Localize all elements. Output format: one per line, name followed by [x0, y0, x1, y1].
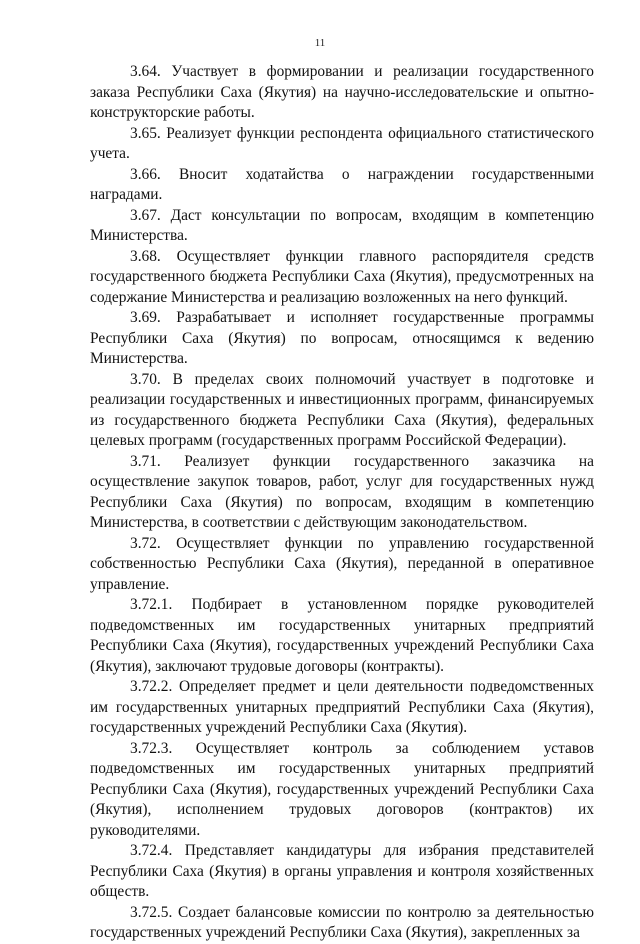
paragraph-3-69: 3.69. Разрабатывает и исполняет государственные программы Республики Саха (Якутия) по вопросам, относящимся к ведению Министерства. — [90, 309, 594, 367]
paragraph-3-72: 3.72. Осуществляет функции по управлению государственной собственностью Республики Саха (Якутия), переданной в оперативное управление. — [90, 534, 594, 593]
paragraph-3-68: 3.68. Осуществляет функции главного распорядителя средств государственного бюджета Республики Саха (Якутия), предусмотренных на содержание Министерства и реализацию возложенных на него функций. — [90, 247, 594, 306]
paragraph-3-64: 3.64. Участвует в формировании и реализации государственного заказа Республики Саха (Якутия) на научно-исследовательские и опытно-конструкторские работы. — [90, 63, 594, 121]
paragraph-3-70: 3.70. В пределах своих полномочий участвует в подготовке и реализации государственных и инвестиционных программ, финансируемых из государственного бюджета Республики Саха (Якутия), федеральных целевых программ (государственных программ Российской Федерации). — [90, 370, 594, 449]
paragraph-3-66: 3.66. Вносит ходатайства о награждении государственными наградами. — [90, 165, 594, 203]
paragraph-3-72-5: 3.72.5. Создает балансовые комиссии по контролю за деятельностью государственных учреждений Республики Саха (Якутия), закрепленных за — [90, 903, 594, 941]
paragraph-3-67: 3.67. Даст консультации по вопросам, входящим в компетенцию Министерства. — [90, 206, 594, 244]
paragraph-3-72-1: 3.72.1. Подбирает в установленном порядке руководителей подведомственных им государственных унитарных предприятий Республики Саха (Якутия), государственных учреждений Республики Саха (Якутия), заключают трудовые договоры (контракты). — [90, 596, 594, 675]
paragraph-3-71: 3.71. Реализует функции государственного заказчика на осуществление закупок товаров, работ, услуг для государственных нужд Республики Саха (Якутия) по вопросам, входящим в компетенцию Министерства, в соответствии с действующим законодательством. — [90, 452, 594, 531]
paragraph-3-72-4: 3.72.4. Представляет кандидатуры для избрания представителей Республики Саха (Якутия) в органы управления и контроля хозяйственных обществ. — [90, 842, 594, 900]
paragraph-3-65: 3.65. Реализует функции респондента официального статистического учета. — [90, 124, 594, 162]
paragraph-3-72-3: 3.72.3. Осуществляет контроль за соблюдением уставов подведомственных им государственных унитарных предприятий Республики Саха (Якутия), государственных учреждений Республики Саха (Якутия), исполнением трудовых договоров (контрактов) их руководителями. — [90, 739, 594, 839]
paragraph-3-72-2: 3.72.2. Определяет предмет и цели деятельности подведомственных им государственных унитарных предприятий Республики Саха (Якутия), государственных учреждений Республики Саха (Якутия). — [90, 678, 594, 736]
page-number: 11 — [314, 37, 326, 49]
document-body — [90, 62, 594, 944]
